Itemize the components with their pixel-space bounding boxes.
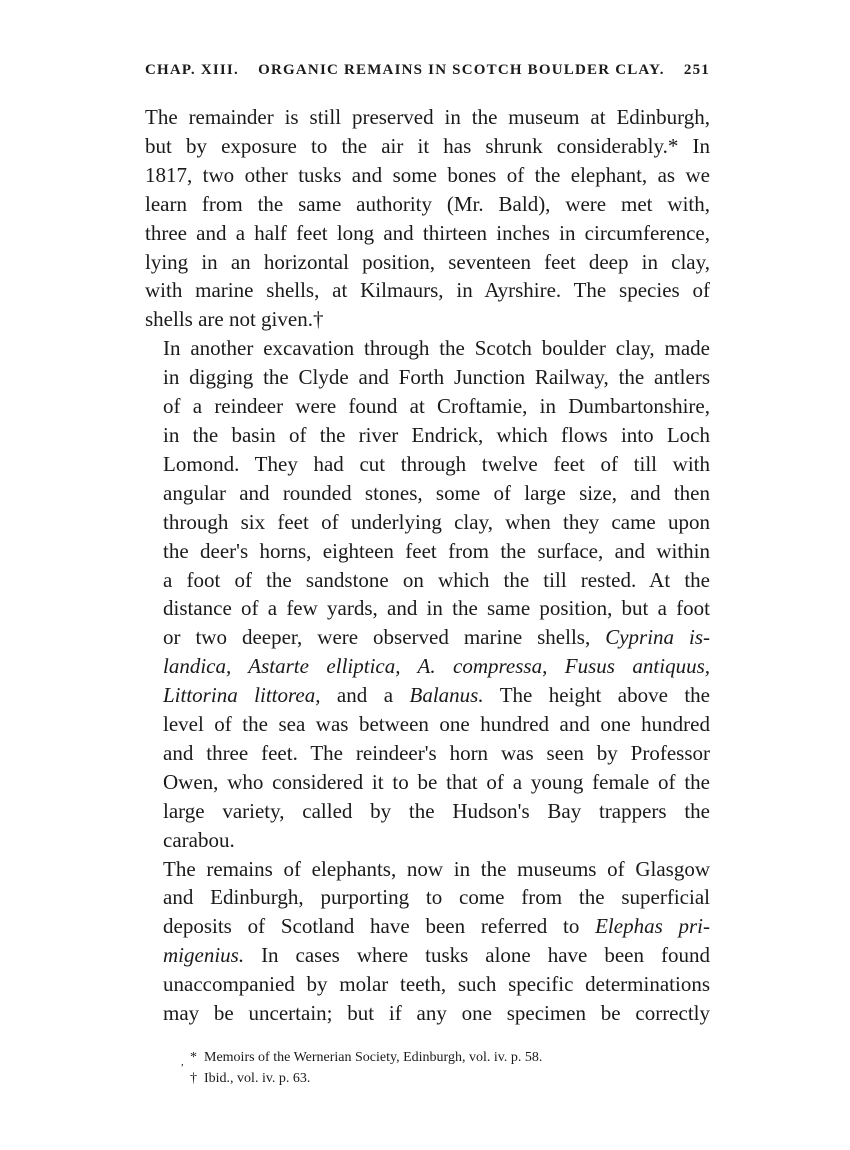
text-line: Owen, who considered it to be that of a young female of the <box>163 769 710 794</box>
text-line: level of the sea was between one hundred and one hundred <box>163 712 710 737</box>
species-name: Littorina littorea, <box>163 683 321 708</box>
text-line: through six feet of underlying clay, when they came upon <box>163 509 710 534</box>
text-line: with marine shells, at Kilmaurs, in Ayrshire. The species of <box>145 278 710 303</box>
footnote-mark: * <box>190 1050 197 1065</box>
text-line <box>145 681 710 710</box>
paragraph-3 <box>145 855 710 1028</box>
species-name: Balanus. <box>409 683 484 708</box>
text-run: and a <box>336 683 394 708</box>
text-run: The height above the <box>499 683 711 708</box>
text-line: The remainder is still preserved in the museum at Edinburgh, <box>145 105 710 129</box>
text-line: large variety, called by the Hudson's Bay trappers the <box>163 798 710 823</box>
chapter-label: CHAP. XIII. <box>145 62 239 78</box>
species-name: migenius. <box>163 943 245 968</box>
text-line: lying in an horizontal position, seventeen feet deep in clay, <box>145 249 710 274</box>
text-run: or two deeper, were observed marine shells, <box>163 625 591 650</box>
text-line: but by exposure to the air it has shrunk considerably.* In <box>145 133 710 158</box>
footnote-mark: † <box>190 1071 197 1086</box>
paragraph-2 <box>145 334 710 854</box>
text-line: and Edinburgh, purporting to come from the superficial <box>163 885 710 910</box>
footnote-text: Ibid., vol. iv. p. 63. <box>204 1071 311 1086</box>
text-line: shells are not given.† <box>145 307 324 332</box>
text-line: three and a half feet long and thirteen inches in circumference, <box>145 220 710 245</box>
page-number: 251 <box>683 62 710 78</box>
footnotes <box>181 1047 710 1089</box>
running-title: ORGANIC REMAINS IN SCOTCH BOULDER CLAY. <box>258 62 665 78</box>
text-line <box>145 623 710 652</box>
text-line: the deer's horns, eighteen feet from the surface, and within <box>163 538 710 563</box>
text-line <box>145 652 710 681</box>
text-run: In cases where tusks alone have been found <box>261 943 710 968</box>
text-line: unaccompanied by molar teeth, such specific determinations <box>163 972 710 997</box>
text-line: may be uncertain; but if any one specimen be correctly <box>163 1001 710 1026</box>
paragraph-1 <box>145 103 710 334</box>
text-line: in digging the Clyde and Forth Junction Railway, the antlers <box>163 365 710 390</box>
text-line: and three feet. The reindeer's horn was seen by Professor <box>163 740 710 765</box>
text-line: Lomond. They had cut through twelve feet of till with <box>163 451 710 476</box>
text-line: In another excavation through the Scotch boulder clay, made <box>163 336 710 361</box>
text-line: learn from the same authority (Mr. Bald), were met with, <box>145 191 710 216</box>
text-line: of a reindeer were found at Croftamie, in Dumbartonshire, <box>163 394 710 419</box>
species-names: landica, Astarte elliptica, A. compressa, Fusus antiquus, <box>163 654 710 679</box>
footnote <box>190 1047 710 1068</box>
text-line <box>145 912 710 941</box>
species-name: Elephas pri- <box>595 914 711 939</box>
text-line: carabou. <box>163 827 235 852</box>
text-line: The remains of elephants, now in the museums of Glasgow <box>163 856 710 881</box>
text-line: distance of a few yards, and in the same position, but a foot <box>163 596 710 621</box>
text-line: 1817, two other tusks and some bones of the elephant, as we <box>145 162 710 187</box>
footnote-text: Memoirs of the Wernerian Society, Edinburgh, vol. iv. p. 58. <box>204 1050 543 1065</box>
body-text <box>145 103 710 1028</box>
text-line <box>145 941 710 970</box>
text-line: in the basin of the river Endrick, which flows into Loch <box>163 422 710 447</box>
footnote <box>190 1068 710 1089</box>
text-run: deposits of Scotland have been referred to <box>163 914 580 939</box>
species-name: Cyprina is- <box>605 625 710 650</box>
text-line: angular and rounded stones, some of large size, and then <box>163 480 710 505</box>
running-header <box>145 62 710 79</box>
stray-mark: , <box>181 1056 184 1068</box>
text-line: a foot of the sandstone on which the till rested. At the <box>163 567 710 592</box>
